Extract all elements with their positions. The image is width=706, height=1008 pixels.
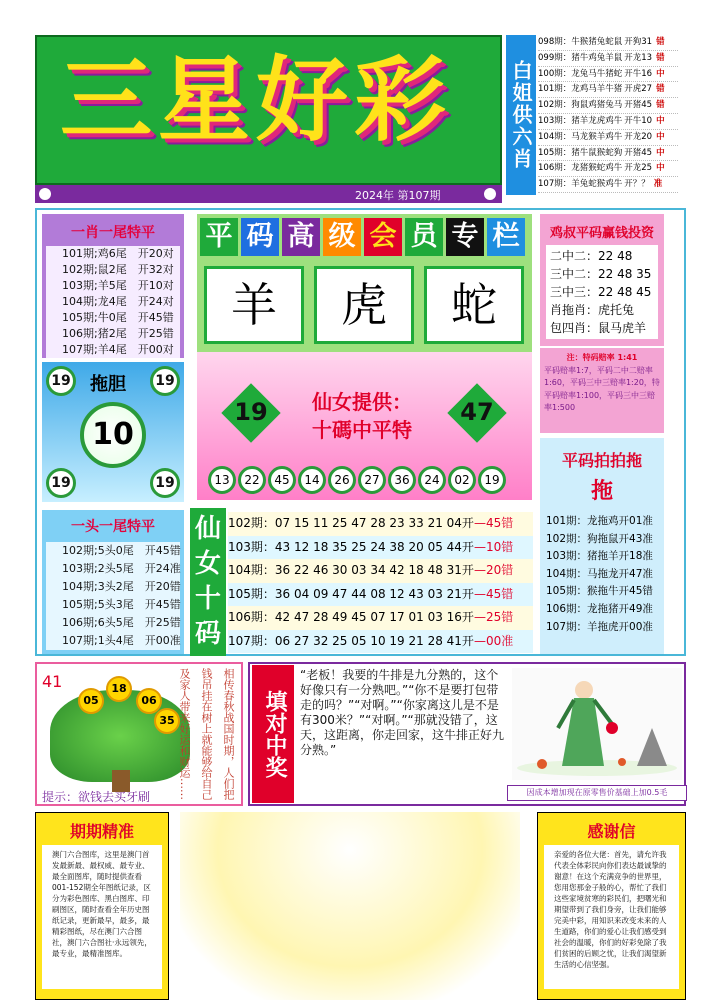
ten-code-result: —45错: [473, 516, 514, 530]
fill-to-win-badge: 填对中奖: [252, 665, 294, 803]
ten-code-numbers: 106期：42 47 28 49 45 07 17 01 03 16开: [228, 610, 474, 624]
six-zodiac-label: 白姐供六肖: [506, 35, 536, 195]
ten-code-numbers: 104期：36 22 46 30 03 34 42 18 48 31开: [228, 563, 474, 577]
history-mark: 错: [656, 100, 665, 111]
tiger-icon: 虎: [314, 266, 414, 344]
history-period: 098期：: [538, 37, 572, 47]
number-ball: 22: [238, 466, 266, 494]
history-zodiacs: 羊兔蛇猴鸡牛: [571, 179, 623, 190]
number-ball: 27: [358, 466, 386, 494]
title-char: 码: [241, 218, 279, 256]
fairy-illustration: [512, 668, 682, 780]
history-row: [538, 82, 678, 98]
title-char: 平: [200, 218, 238, 256]
record-row: 104期;龙4尾 开24对: [46, 294, 180, 310]
history-period: 104期：: [538, 131, 572, 142]
record-row: 106期;6头5尾 开25错: [46, 614, 180, 632]
number-ball: 36: [388, 466, 416, 494]
ten-code-result: —00准: [473, 633, 514, 648]
drag-row: 102期：狗拖鼠开43准: [546, 532, 653, 545]
record-row: 102期;鼠2尾 开32对: [46, 262, 180, 278]
history-period: 101期：: [538, 84, 572, 95]
odds-title: 注：特码赔率 1:41: [566, 353, 638, 362]
history-zodiacs: 牛猴猪兔蛇鼠: [571, 37, 623, 47]
history-mark: 中: [656, 115, 665, 126]
box-text: 亲爱的各位大佬：首先，请允许我代表全体彩民向你们表达最诚挚的谢意！在这个充满竞争的世界里，您用您那金子般的心，帮忙了我们这些家境贫寒的彩民们，把曙光和期望带到了我们身旁，让我们能够完美中彩，用知识来改变未来的人生道路，你们的爱心让我们感受到社会的温暖，你们的好彩免除了我们贫困的后顾之忧，让我们渴望新生活的心信坚强。: [544, 845, 679, 989]
history-period: 100期：: [538, 68, 572, 79]
coin-icon: 05: [78, 688, 104, 714]
history-result: 开？？: [624, 179, 650, 190]
history-result: 开猪45: [624, 100, 653, 111]
box-text: 澳门六合图库，这里是澳门首发最新最、最权威、最专业、最全面图库，随时提供查看001-152期全年图纸记录，区分为彩色图库、黑白图库、印刷图区，随时查看全年历史图纸记录，更新最早，最多，最精彩图纸，尽在澳门六合图社，澳门六合图社·永远领先，最专业，最精准图库。: [42, 845, 162, 989]
history-row: [538, 177, 678, 193]
investment-row: 三中三：22 48 45: [550, 285, 652, 299]
corner-ball: 19: [46, 366, 76, 396]
history-period: 106期：: [538, 163, 572, 174]
tree-hint: 提示：欲钱去买牙刷: [42, 790, 151, 804]
investment-row: 包四肖：鼠马虎羊: [550, 321, 647, 335]
box-title: 鸡叔平码赢钱投资: [549, 226, 654, 241]
ten-code-row: [228, 536, 533, 560]
drag-sub: 拖: [590, 479, 613, 504]
corner-ball: 19: [150, 468, 180, 498]
history-period: 107期：: [538, 179, 572, 190]
drag-row: 105期：猴拖牛开45错: [546, 585, 653, 598]
member-column-title: [200, 218, 528, 262]
history-result: 开牛10: [624, 115, 653, 126]
drag-gall-box: [42, 362, 184, 502]
page-title: 三星好彩: [60, 46, 453, 154]
odds-note: [540, 348, 664, 433]
price-caption: 因成本增加现在原零售价基础上加0.5毛: [507, 785, 687, 801]
record-row: 106期;猪2尾 开25错: [46, 326, 180, 342]
history-result: 开猪45: [624, 147, 653, 158]
history-result: 开狗31: [624, 37, 653, 47]
history-row: [538, 146, 678, 162]
bullet-icon: [484, 188, 496, 200]
thank-you-letter: [537, 812, 686, 1000]
drag-row: 107期：羊拖虎开00准: [546, 620, 653, 633]
box-title: 期期精准: [69, 822, 134, 841]
issue-bar: [35, 185, 502, 203]
history-row: [538, 67, 678, 83]
history-result: 开牛16: [624, 68, 653, 79]
history-zodiacs: 狗鼠鸡猪兔马: [571, 100, 623, 111]
investment-row: 二中二：22 48: [550, 249, 633, 263]
history-row: [538, 130, 678, 146]
drag-row: 106期：龙拖猪开49准: [546, 602, 653, 615]
title-char: 级: [323, 218, 361, 256]
investment-row: 肖拖肖：虎托兔: [550, 303, 635, 317]
number-ball: 13: [208, 466, 236, 494]
snake-icon: 蛇: [424, 266, 524, 344]
history-result: 开龙25: [624, 163, 653, 174]
history-period: 105期：: [538, 147, 572, 158]
history-period: 103期：: [538, 115, 572, 126]
ten-code-numbers: 103期：43 12 18 35 25 24 38 20 05 44开: [228, 539, 474, 554]
box-title: 平码拍拍拖: [561, 451, 642, 470]
pat-drag-box: [540, 438, 664, 654]
history-mark: 中: [656, 147, 665, 158]
record-row: 104期;3头2尾 开20错: [46, 578, 180, 596]
number-ball: 19: [478, 466, 506, 494]
history-zodiacs: 龙猪猴蛇鸡牛: [571, 163, 623, 174]
ten-code-row: [228, 606, 533, 630]
history-mark: 中: [656, 68, 665, 79]
right-number: 47: [460, 398, 494, 426]
drag-row: 103期：猪拖羊开18准: [546, 550, 653, 563]
accurate-box: [35, 812, 169, 1000]
odds-body: 平码赔率1:7，平码二中二赔率1:60，平码三中三赔率1:20，特平码赔率1:100，平码三中三赔率1:500: [544, 365, 660, 412]
number-ball: 14: [298, 466, 326, 494]
ten-code-row: [228, 512, 533, 536]
record-row: 102期;5头0尾 开45错: [46, 542, 180, 560]
joke-text: “老板！我要的牛排是九分熟的，这个好像只有一分熟吧。”“你不是要打包带走的吗？”“对啊。”“你家离这儿是不是有300米？”“对啊。”“那就没错了，这天，这距离，你走回家，这牛排正好九分熟。”: [300, 668, 505, 757]
title-char: 员: [405, 218, 443, 256]
center-ball: 10: [80, 402, 146, 468]
tree-icon: [50, 690, 190, 782]
ten-code-numbers: 107期：06 27 32 25 05 10 19 21 28 41开: [228, 633, 474, 648]
fairy-slogan: [282, 388, 442, 444]
ten-code-result: —10错: [473, 539, 514, 554]
left-number: 19: [234, 398, 268, 426]
ten-code-numbers: 102期：07 15 11 25 47 28 23 33 21 04开: [228, 516, 474, 530]
fairy-icon: [512, 668, 682, 780]
history-mark: 错: [656, 84, 665, 95]
number-ball: 24: [418, 466, 446, 494]
number-ball: 45: [268, 466, 296, 494]
history-row: [538, 114, 678, 130]
history-list: [538, 35, 678, 195]
record-row: 101期;鸡6尾 开20对: [46, 246, 180, 262]
ten-code-row: [228, 559, 533, 583]
box-title: 感谢信: [587, 822, 636, 841]
history-zodiacs: 龙鸡马羊牛猪: [571, 84, 623, 95]
history-mark: 错: [656, 37, 665, 47]
ten-code-result: —20错: [473, 563, 514, 577]
investment-row: 三中二：22 48 35: [550, 267, 652, 281]
one-zodiac-one-tail-box: [42, 214, 184, 358]
history-mark: 中: [656, 163, 665, 174]
bullet-icon: [39, 188, 51, 200]
corner-ball: 19: [150, 366, 180, 396]
number-ball: 26: [328, 466, 356, 494]
drag-gall-label: 拖胆: [90, 374, 126, 395]
corner-ball: 19: [46, 468, 76, 498]
box-title: 一肖一尾特平: [71, 225, 155, 241]
ten-code-result: —25错: [473, 610, 514, 624]
title-char: 专: [446, 218, 484, 256]
record-row: 105期;5头3尾 开45错: [46, 596, 180, 614]
ten-code-row: [228, 630, 533, 654]
history-row: [538, 98, 678, 114]
one-head-one-tail-box: [42, 510, 184, 654]
ten-code-history: [228, 512, 533, 653]
glow-background: [180, 812, 520, 1000]
coin-icon: 18: [106, 676, 132, 702]
history-zodiacs: 龙兔马牛猪蛇: [571, 68, 623, 79]
title-char: 会: [364, 218, 402, 256]
history-period: 099期：: [538, 52, 572, 63]
box-title: 一头一尾特平: [71, 519, 155, 535]
history-zodiacs: 猪牛鸡兔羊鼠: [571, 52, 623, 63]
investment-box: [540, 214, 664, 346]
record-row: 107期;羊4尾 开00对: [46, 342, 180, 358]
ten-code-numbers: 105期：36 04 09 47 44 08 12 43 03 21开: [228, 586, 474, 601]
fairy-ten-code-label: 仙女十码: [190, 508, 226, 656]
tree-verse: 相传春秋战国时期，人们把钱吊挂在树上就能够给自己及家人带来好运和财运……: [178, 668, 235, 800]
drag-row: 101期：龙拖鸡开01准: [546, 515, 653, 527]
history-mark: 中: [656, 131, 665, 142]
history-result: 开龙20: [624, 131, 653, 142]
record-row: 103期;羊5尾 开10对: [46, 278, 180, 294]
goat-icon: 羊: [204, 266, 304, 344]
coin-icon: 35: [154, 708, 180, 734]
title-char: 栏: [487, 218, 525, 256]
history-result: 开龙13: [624, 52, 653, 63]
history-zodiacs: 猪羊龙虎鸡牛: [571, 115, 623, 126]
record-row: 105期;牛0尾 开45错: [46, 310, 180, 326]
issue-number: 2024年 第107期: [355, 189, 441, 202]
number-ball: 02: [448, 466, 476, 494]
history-mark: 准: [653, 179, 663, 190]
record-row: 107期;1头4尾 开00准: [46, 632, 180, 650]
history-period: 102期：: [538, 100, 572, 111]
ten-code-result: —45错: [473, 586, 514, 601]
history-row: [538, 161, 678, 177]
slogan-line: 仙女提供：: [312, 390, 412, 414]
history-row: [538, 35, 678, 51]
coin-icon: 06: [136, 688, 162, 714]
history-zodiacs: 猪牛鼠猴蛇狗: [571, 147, 623, 158]
title-char: 高: [282, 218, 320, 256]
drag-row: 104期：马拖龙开47准: [546, 567, 653, 580]
history-result: 开虎27: [624, 84, 653, 95]
slogan-line: 十碼中平特: [312, 418, 412, 442]
ten-code-row: [228, 583, 533, 607]
history-zodiacs: 马龙猴羊鸡牛: [571, 131, 623, 142]
tree-number: 41: [42, 672, 63, 691]
record-row: 103期;2头5尾 开24准: [46, 560, 180, 578]
history-mark: 错: [656, 52, 665, 63]
history-row: [538, 51, 678, 67]
